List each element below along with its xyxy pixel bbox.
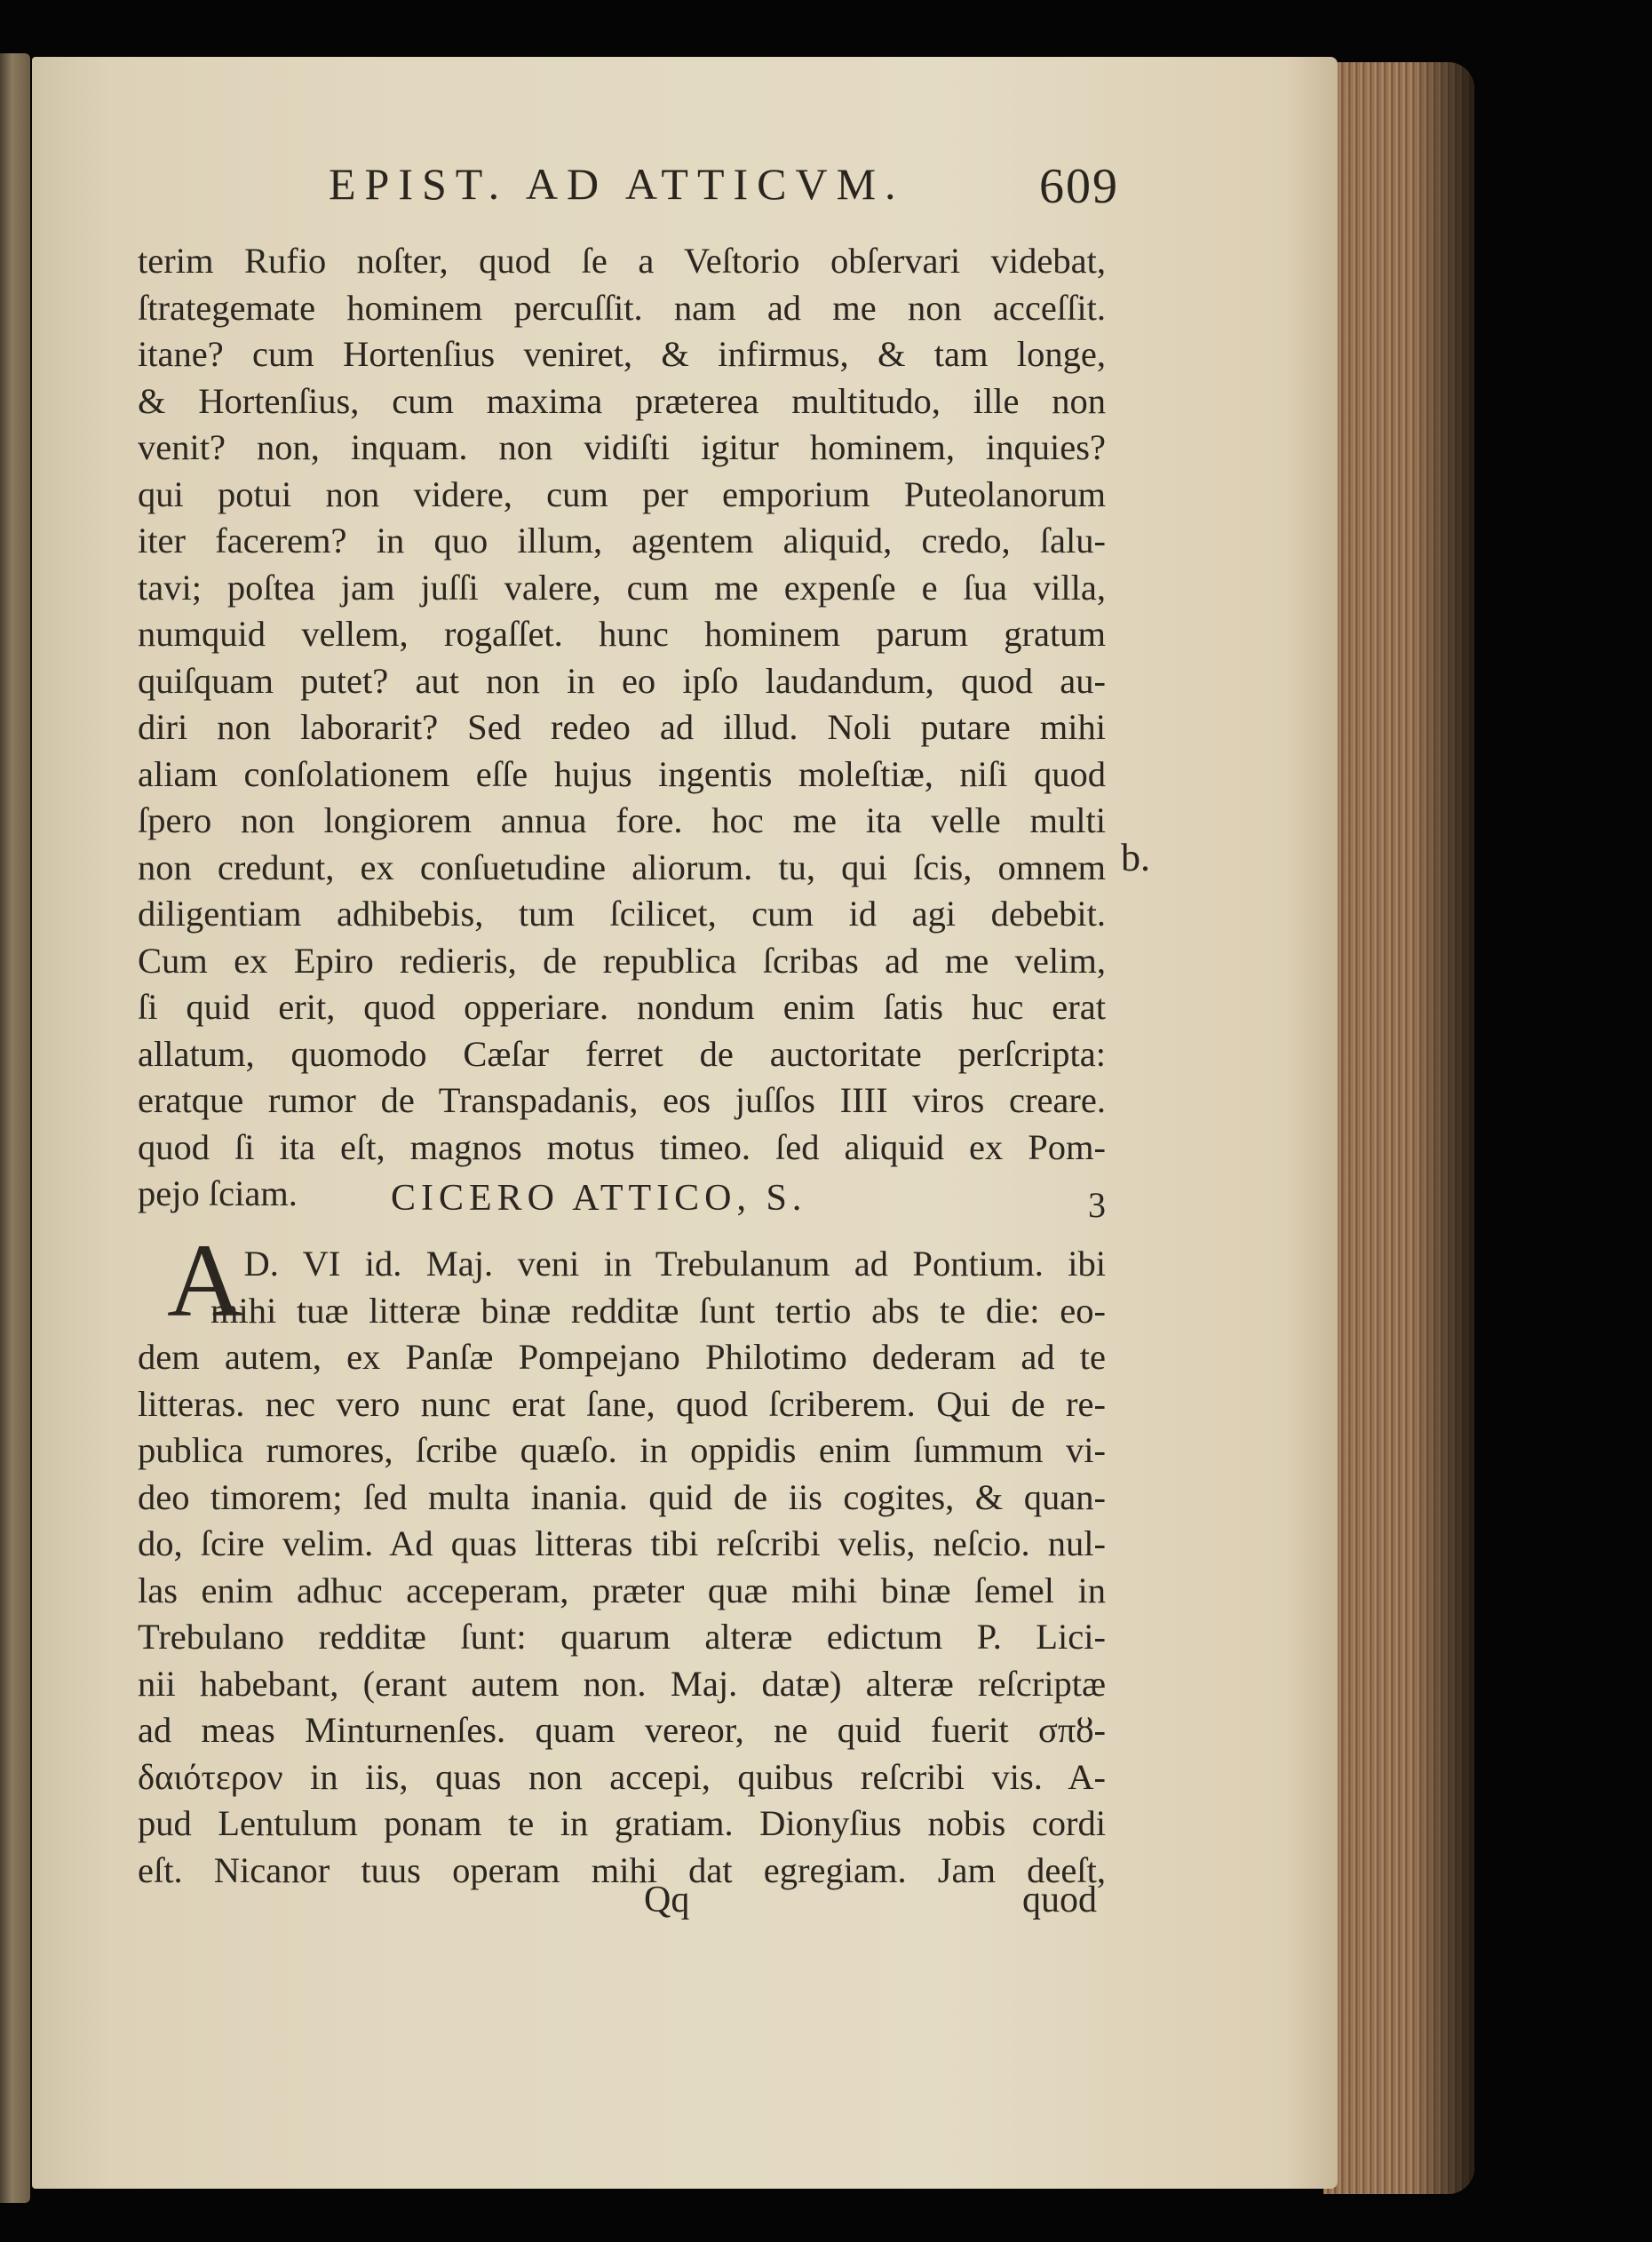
text-line: iter facerem? in quo illum, agentem aliquid, credo, ſalu- xyxy=(138,521,1106,560)
text-line: litteras. nec vero nunc erat ſane, quod ſcriberem. Qui de re- xyxy=(138,1383,1106,1424)
text-line: Cum ex Epiro redieris, de republica ſcribas ad me velim, xyxy=(138,940,1106,981)
page-number: 609 xyxy=(1039,159,1119,214)
page-footer xyxy=(138,1879,1106,1932)
drop-cap: A xyxy=(167,1222,243,1339)
text-line: ſi quid erit, quod opperiare. nondum enim ſatis huc erat xyxy=(138,987,1106,1027)
text-line: numquid vellem, rogaſſet. hunc hominem parum gratum xyxy=(138,614,1106,654)
text-line: itane? cum Hortenſius veniret, & infirmus, & tam longe, xyxy=(138,334,1106,374)
text-line: eratque rumor de Transpadanis, eos juſſos IIII viros creare. xyxy=(138,1080,1106,1120)
signature-mark: Qq xyxy=(644,1880,690,1920)
text-line: terim Rufio noſter, quod ſe a Veſtorio obſervari videbat, xyxy=(138,241,1106,281)
text-line: tavi; poſtea jam juſſi valere, cum me expenſe e ſua villa, xyxy=(138,567,1106,608)
letter-continuation-text xyxy=(138,238,1106,1218)
text-line: dem autem, ex Panſæ Pompejano Philotimo dederam ad te xyxy=(138,1337,1106,1377)
margin-note: b. xyxy=(1121,836,1150,879)
text-line: pejo ſciam. xyxy=(138,1173,298,1213)
text-line: quiſquam putet? aut non in eo ipſo laudandum, quod au- xyxy=(138,660,1106,701)
text-line: non credunt, ex conſuetudine aliorum. tu, qui ſcis, omnem xyxy=(138,847,1106,887)
letter-text xyxy=(138,1241,1106,1894)
text-line: & Hortenſius, cum maxima præterea multitudo, ille non xyxy=(138,380,1106,421)
letter-number: 3 xyxy=(1088,1185,1106,1225)
text-line: do, ſcire velim. Ad quas litteras tibi reſcribi velis, neſcio. nul- xyxy=(138,1523,1106,1563)
text-line: qui potui non videre, cum per emporium Puteolanorum xyxy=(138,473,1106,514)
facing-page-edge xyxy=(0,53,30,2203)
text-line: quod ſi ita eſt, magnos motus timeo. ſed aliquid ex Pom- xyxy=(138,1126,1106,1167)
text-line: ſpero non longiorem annua fore. hoc me ita velle multi xyxy=(138,800,1106,840)
text-line: venit? non, inquam. non vidiſti igitur hominem, inquies? xyxy=(138,427,1106,467)
letter-heading: CICERO ATTICO, S. xyxy=(391,1178,807,1219)
text-line: diligentiam adhibebis, tum ſcilicet, cum id agi debebit. xyxy=(138,894,1106,934)
catchword: quod xyxy=(1022,1880,1097,1920)
text-line: . D. VI id. Maj. veni in Trebulanum ad Pontium. ibi xyxy=(210,1244,1106,1284)
running-title: EPIST. AD ATTICVM. xyxy=(329,159,905,209)
text-line: Trebulano redditæ ſunt: quarum alteræ edictum P. Lici- xyxy=(138,1617,1106,1657)
text-line: aliam conſolationem eſſe hujus ingentis moleſtiæ, niſi quod xyxy=(138,753,1106,794)
text-line: nii habebant, (erant autem non. Maj. datæ) alteræ reſcriptæ xyxy=(138,1663,1106,1704)
text-line: pud Lentulum ponam te in gratiam. Dionyſius nobis cordi xyxy=(138,1803,1106,1843)
text-line: ad meas Minturnenſes. quam vereor, ne quid fuerit σπȣ- xyxy=(138,1710,1106,1750)
text-line: diri non laborarit? Sed redeo ad illud. Noli putare mihi xyxy=(138,707,1106,747)
text-line: eſt. Nicanor tuus operam mihi dat egregiam. Jam deeſt, xyxy=(138,1849,1106,1890)
running-header xyxy=(329,158,1119,229)
book-fore-edge xyxy=(1323,62,1474,2194)
text-line: publica rumores, ſcribe quæſo. in oppidis enim ſummum vi- xyxy=(138,1430,1106,1470)
letter-heading-row xyxy=(138,1177,1106,1230)
text-line: deo timorem; ſed multa inania. quid de iis cogites, & quan- xyxy=(138,1476,1106,1517)
text-line: allatum, quomodo Cæſar ferret de auctoritate perſcripta: xyxy=(138,1033,1106,1074)
text-line: mihi tuæ litteræ binæ redditæ ſunt tertio abs te die: eo- xyxy=(210,1290,1106,1331)
text-line: ſtrategemate hominem percuſſit. nam ad me non acceſſit. xyxy=(138,287,1106,328)
text-line: δαιότερον in iis, quas non accepi, quibus reſcribi vis. A- xyxy=(138,1756,1106,1797)
text-line: las enim adhuc acceperam, præter quæ mihi binæ ſemel in xyxy=(138,1570,1106,1610)
